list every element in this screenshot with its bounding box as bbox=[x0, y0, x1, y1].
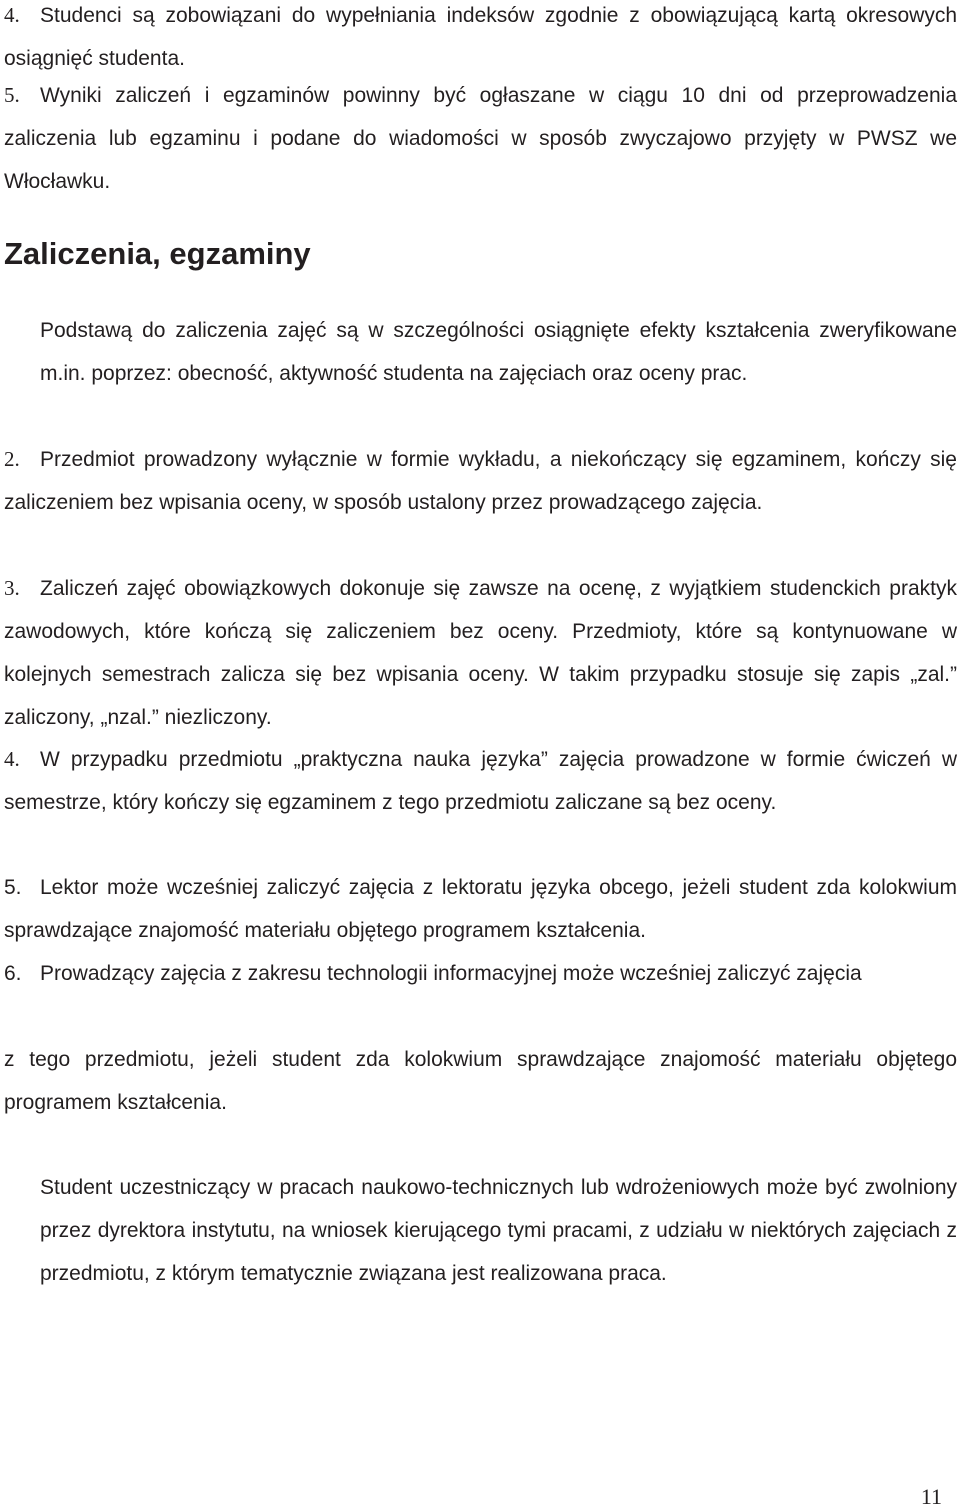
item-number bbox=[4, 309, 40, 352]
item-text: Student uczestniczący w pracach naukowo-technicznych lub wdrożeniowych może być zwolniony przez dyrektora instytutu, na wniosek kierującego tymi pracami, z udziału w niektórych zajęciach z przedmiotu, z którym tematycznie związana jest realizowana praca. bbox=[40, 1176, 957, 1285]
item-number: 4. bbox=[4, 3, 20, 27]
section-item-1 bbox=[4, 309, 957, 395]
item-text: Lektor może wcześniej zaliczyć zajęcia z lektoratu języka obcego, jeżeli student zda kolokwium sprawdzające znajomość materiału objętego programem kształcenia. bbox=[4, 876, 957, 942]
item-text: Prowadzący zajęcia z zakresu technologii informacyjnej może wcześniej zaliczyć zajęcia bbox=[40, 962, 862, 985]
item-text: W przypadku przedmiotu „praktyczna nauka języka” zajęcia prowadzone w formie ćwiczeń w semestrze, który kończy się egzaminem z tego przedmiotu zaliczane są bez oceny. bbox=[4, 748, 957, 814]
item-text: Przedmiot prowadzony wyłącznie w formie wykładu, a niekończący się egzaminem, kończy się zaliczeniem bez wpisania oceny, w sposób ustalony przez prowadzącego zajęcia. bbox=[4, 448, 957, 514]
item-number: 5. bbox=[4, 83, 20, 107]
intro-item-4 bbox=[4, 0, 957, 80]
section-item-4 bbox=[4, 738, 957, 824]
intro-item-5 bbox=[4, 74, 957, 203]
section-item-5 bbox=[4, 866, 957, 952]
item-text: Wyniki zaliczeń i egzaminów powinny być ogłaszane w ciągu 10 dni od przeprowadzenia zaliczenia lub egzaminu i podane do wiadomości w sposób zwyczajowo przyjęty w PWSZ we Włocławku. bbox=[4, 84, 957, 193]
item-number: 2. bbox=[4, 447, 20, 471]
item-number: 3. bbox=[4, 576, 20, 600]
section-item-6 bbox=[4, 952, 957, 995]
item-text: Zaliczeń zajęć obowiązkowych dokonuje się zawsze na ocenę, z wyjątkiem studenckich praktyk zawodowych, które kończą się zaliczeniem bez oceny. Przedmioty, które są kontynuowane w kolejnych semestrach zalicza się bez wpisania oceny. W takim przypadku stosuje się zapis „zal.” zaliczony, „nzal.” niezliczony. bbox=[4, 577, 957, 729]
page-number: 11 bbox=[920, 1484, 942, 1509]
item-text: Studenci są zobowiązani do wypełniania indeksów zgodnie z obowiązującą kartą okresowych osiągnięć studenta. bbox=[4, 4, 957, 70]
item-number: 6. bbox=[4, 962, 22, 985]
section-heading: Zaliczenia, egzaminy bbox=[4, 236, 311, 271]
section-item-6-continuation bbox=[4, 1038, 957, 1124]
section-item-3 bbox=[4, 567, 957, 739]
item-number: 4. bbox=[4, 747, 20, 771]
item-number: 5. bbox=[4, 876, 22, 899]
section-item-2 bbox=[4, 438, 957, 524]
item-continuation: z tego przedmiotu, jeżeli student zda kolokwium sprawdzające znajomość materiału objętego programem kształcenia. bbox=[4, 1048, 957, 1114]
item-text: Podstawą do zaliczenia zajęć są w szczególności osiągnięte efekty kształcenia zweryfikowane m.in. poprzez: obecność, aktywność studenta na zajęciach oraz oceny prac. bbox=[40, 319, 957, 385]
item-number bbox=[4, 1166, 40, 1209]
section-item-7 bbox=[4, 1166, 957, 1295]
